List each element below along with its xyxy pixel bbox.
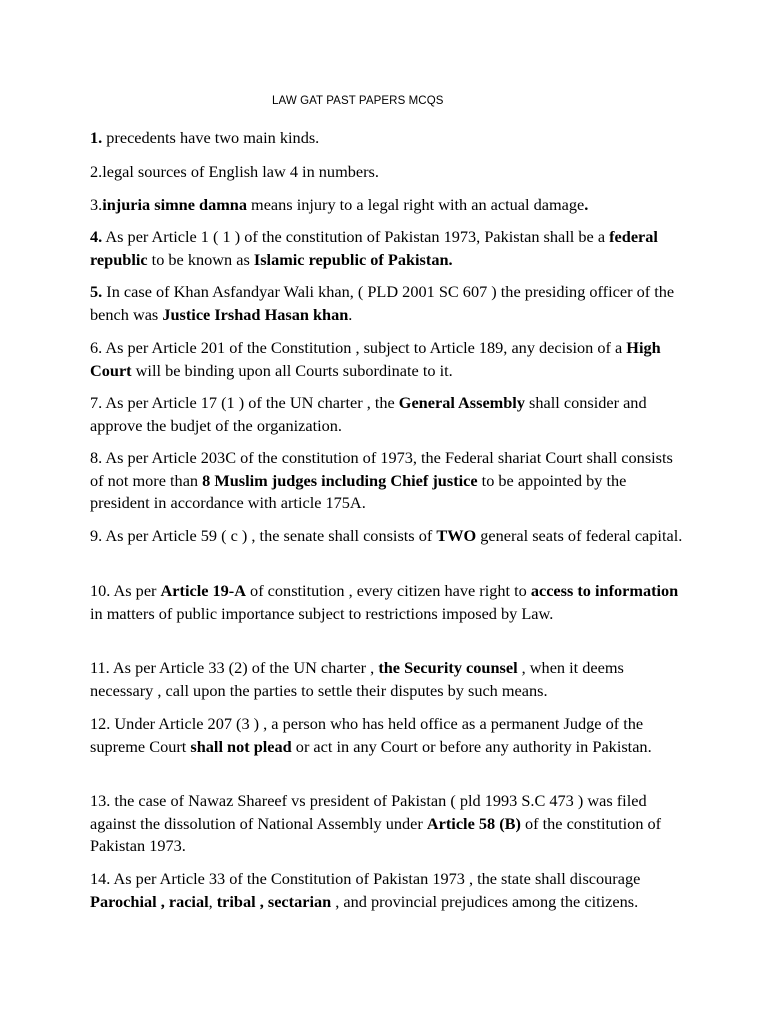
question-13 [90,790,690,858]
text-span: 10. As per [90,581,161,601]
text-span: access to information [530,581,679,601]
text-span: to be known as [147,249,254,269]
text-span: shall consider and approve the budjet of the organization. [90,393,647,435]
text-span: 11. As per Article 33 (2) of the UN charter , [90,658,379,678]
text-span: Parochial , racial [90,891,209,911]
question-1 [90,127,690,150]
text-span: 6. As per Article 201 of the Constitution , subject to Article 189, any decision of a [90,338,627,358]
text-span: 8 Muslim judges including Chief justice [202,470,478,490]
text-span: 9. As per Article 59 ( c ) , the senate shall consists of [90,526,437,546]
text-span: In case of Khan Asfandyar Wali khan, ( PLD 2001 SC 607 ) the presiding officer of the bench was [90,282,675,324]
question-8 [90,447,690,515]
question-4 [90,226,690,271]
text-span: As per Article 1 ( 1 ) of the constitution of Pakistan 1973, Pakistan shall be a [102,227,610,247]
text-span: 4. [90,227,103,247]
question-10 [90,580,690,625]
text-span: General Assembly [398,393,525,413]
text-span: 13. the case of Nawaz Shareef vs president of Pakistan ( pld 1993 S.C 473 ) was filed against the dissolution of National Assembly under [90,791,647,833]
question-11 [90,657,690,702]
text-span: 5. [90,282,103,302]
question-14 [90,868,690,913]
text-span: the Security counsel [378,658,518,678]
text-span: shall not plead [190,736,292,756]
question-9 [90,525,690,548]
text-span: of constitution , every citizen have right to [245,581,531,601]
text-span: . [584,195,589,215]
text-span: , when it deems necessary , call upon the parties to settle their disputes by such means. [90,658,624,700]
question-5 [90,281,690,326]
text-span: 7. As per Article 17 (1 ) of the UN charter , the [90,393,399,413]
question-12 [90,713,690,758]
text-span: . [348,304,353,324]
text-span: 2.legal sources of English law 4 in numbers. [90,162,379,182]
text-span: precedents have two main kinds. [102,128,320,148]
text-span: will be binding upon all Courts subordinate to it. [131,360,453,380]
question-2 [90,161,690,184]
text-span: injuria simne damna [102,195,247,215]
text-span: or act in any Court or before any authority in Pakistan. [291,736,652,756]
text-span: Islamic republic of Pakistan. [253,249,453,269]
text-span: 14. As per Article 33 of the Constitution of Pakistan 1973 , the state shall discourage [90,869,641,889]
text-span: Justice Irshad Hasan khan [162,304,349,324]
text-span: means injury to a legal right with an actual damage [246,195,585,215]
text-span: 8. As per Article 203C of the constitution of 1973, the Federal shariat Court shall consists of not more than [90,448,673,490]
text-span: Article 58 (B) [426,813,521,833]
text-span: general seats of federal capital. [476,526,683,546]
text-span: to be appointed by the president in accordance with article 175A. [90,470,627,513]
page-title: LAW GAT PAST PAPERS MCQS [272,95,444,107]
text-span: federal republic [90,227,658,269]
text-span: , and provincial prejudices among the citizens. [331,891,639,911]
text-span: of the constitution of Pakistan 1973. [90,813,662,856]
text-span: 3. [90,195,103,215]
question-3 [90,194,690,217]
text-span: in matters of public importance subject to restrictions imposed by Law. [90,603,554,623]
text-span: 1. [90,128,103,148]
question-6 [90,337,690,382]
text-span: , [208,891,217,911]
text-span: tribal , sectarian [216,891,332,911]
text-span: 12. Under Article 207 (3 ) , a person who has held office as a permanent Judge of the supreme Court [90,714,644,756]
text-span: TWO [436,526,477,546]
text-span: High Court [90,338,661,380]
text-span: Article 19-A [160,581,246,601]
question-7 [90,392,690,437]
